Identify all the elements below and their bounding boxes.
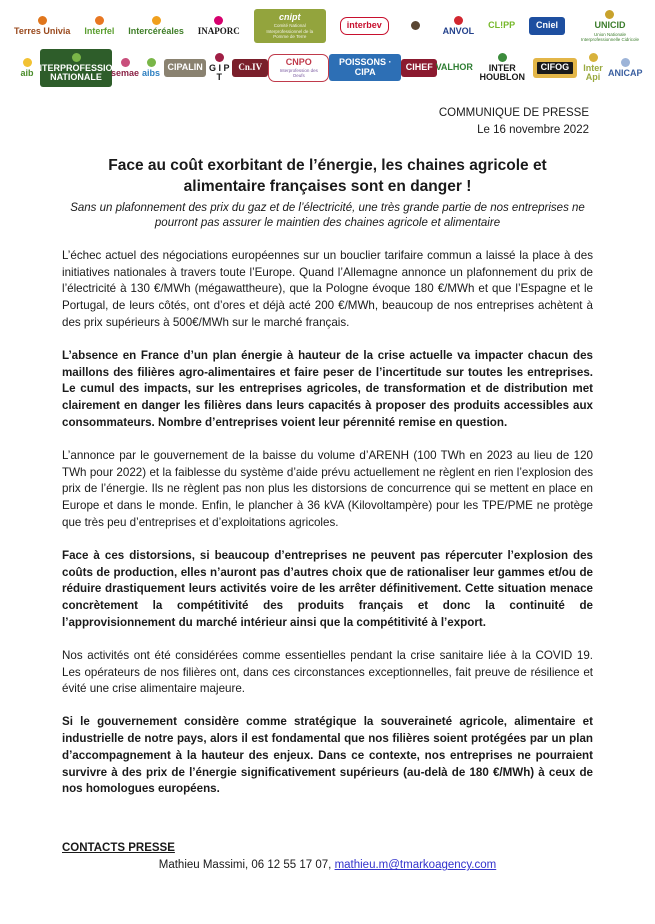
paragraph-4: Face à ces distorsions, si beaucoup d’entreprises ne peuvent pas répercuter l’explosion des coûts de production, elles n’auront pas d’autres choix que de rationaliser leur gammes et/ou de réduire drastiquement leurs activités voire de les arrêter définitivement. Cette situation menace concrètement la compétitivité des produits français et donc la continuité de l’approvisionnement du marché intérieur ainsi que la compétitivité à l’export. (62, 548, 593, 629)
paragraph-3: L’annonce par le gouvernement de la baisse du volume d’ARENH (100 TWh en 2023 au lieu de 120 TWh pour 2022) et la faiblesse du système d’aide prévu actuellement ne règlent en rien l’explosion des prix de l’énergie. Ils ne règlent pas non plus les distorsions de concurrence qui se mettent en place en Europe et dans le monde. Enfin, le plancher à 36 kVA (Kilovoltampère) pour les TPE/PME ne protège que très peu d’entreprises et d’exploitations agricoles. (62, 448, 593, 529)
inter-api-icon (589, 53, 598, 62)
anvol-icon (454, 16, 463, 25)
logo-cihef (401, 59, 437, 76)
valhor-label: VALHOR (435, 62, 473, 73)
contacts-section (0, 814, 655, 871)
logo-valhor (437, 63, 471, 72)
cniv-label: Cn.IV (238, 62, 263, 73)
logo-inter-houblon (471, 53, 533, 83)
intercereales-icon (152, 16, 161, 25)
unicid-icon (605, 10, 614, 19)
unicid-label: UNICID (594, 20, 626, 31)
intercereales-label: Intercéréales (128, 25, 184, 36)
logo-aibs (138, 58, 164, 78)
logo-clipp (488, 21, 515, 30)
paragraph-1: L’échec actuel des négociations européennes sur un bouclier tarifaire commun a laissé la place à des initiatives nationales à travers toute l’Europe. Quand l’Allemagne annonce un plafonnement du prix de l’électricité à 130 €/MWh (mégawattheure), que la Pologne évoque 180 €/MWh et que l’Espagne et le Portugal, de leurs côtés, ont d’ores et déjà acté 200 €/MWh, beaucoup de nos entreprises achètent à des prix supérieurs à 500€/MWh sur le marché français. (62, 248, 593, 330)
cniel-label: Cniel (536, 20, 559, 31)
contact-line (62, 859, 593, 871)
logo-terres-univia (14, 16, 70, 36)
aibs-label: aibs (141, 67, 160, 78)
logo-cnipt (254, 9, 326, 43)
cifog-label: CIFOG (537, 62, 574, 73)
logo-cniv (232, 59, 268, 76)
contacts-heading: CONTACTS PRESSE (62, 842, 175, 855)
body-content (0, 232, 655, 798)
logo-interfel (84, 16, 114, 36)
semae-label: semae (110, 67, 140, 78)
paragraph-2: L’absence en France d’un plan énergie à hauteur de la crise actuelle va impacter chacun des maillons des filières agro-alimentaires et faire peser de l’incertitude sur toutes les entreprises. Le cumul des impacts, sur les entreprises agricoles, de transformation et de distribution met clairement en danger les filières dans leurs capacités à proposer des produits accessibles aux consommateurs. Nombre d’entreprises voient leur pérennité remise en question. (62, 348, 593, 429)
cipa-poissons-label: POISSONS · CIPA (338, 57, 392, 77)
logo-semae (112, 58, 138, 78)
contact-name-phone: Mathieu Massimi, 06 12 55 17 07, (158, 859, 332, 872)
logo-cipa-poissons (329, 54, 401, 81)
inaporc-icon (214, 16, 223, 25)
logo-banner-row-2 (0, 45, 655, 89)
inaporc-label: INAPORC (197, 25, 240, 36)
logo-unicid (579, 10, 641, 42)
date: Le 16 novembre 2022 (477, 123, 589, 136)
logo-inaporc (198, 16, 240, 36)
contact-email-link[interactable]: mathieu.m@tmarkoagency.com (334, 859, 497, 872)
terres-univia-icon (38, 16, 47, 25)
aib-banane-label: aib (20, 67, 34, 78)
paragraph-5: Nos activités ont été considérées comme essentielles pendant la crise sanitaire liée à la COVID 19. Les opérateurs de nos filières ont, dans ces circonstances exceptionnelles, fait preuve de résilience et évité une crise alimentaire majeure. (62, 648, 593, 696)
logo-cipalin (164, 59, 206, 76)
page-title: Face au coût exorbitant de l’énergie, les chaines agricole et alimentaire françaises sont en danger ! (108, 156, 547, 195)
paragraph-6: Si le gouvernement considère comme stratégique la souveraineté agricole, alimentaire et industrielle de notre pays, alors il est fondamental que nos filières soient protégées par un plan d’accompagnement à la hauteur des enjeux. Dans ce contexte, nos entreprises ne pourraient survivre à des prix de l’énergie significativement supérieurs (au-delà de 180 €/MWh) à ceux de nos homologues européens. (62, 715, 593, 796)
logo-cnpo (268, 54, 329, 83)
inter-houblon-icon (498, 53, 507, 62)
interfel-icon (95, 16, 104, 25)
cihef-label: CIHEF (405, 62, 433, 73)
inter-api-label: Inter Api (583, 62, 603, 83)
aibs-icon (147, 58, 156, 67)
cipalin-label: CIPALIN (167, 62, 203, 73)
logo-banner-row-1 (0, 0, 655, 45)
interprofession-nationale-icon (72, 53, 81, 62)
petit-logo-icon (411, 21, 420, 30)
cnipt-subtext: Comité National Interprofessionnel de la Pomme de Terre (266, 23, 314, 39)
gipt-icon (215, 53, 224, 62)
logo-anicap (610, 58, 641, 78)
anicap-label: ANICAP (608, 67, 643, 78)
cnpo-label: CNPO (285, 56, 312, 67)
logo-anvol (443, 16, 475, 36)
page-subtitle: Sans un plafonnement des prix du gaz et de l’électricité, une très grande partie de nos entreprises ne pourront pas assurer le maintien des chaines agricole et alimentaire (70, 201, 585, 230)
unicid-subtext: Union Nationale Interprofessionnelle Cidricole (580, 31, 639, 42)
interprofession-nationale-label: INTERPROFESSION NATIONALE (33, 62, 120, 83)
anicap-icon (621, 58, 630, 67)
semae-icon (121, 58, 130, 67)
logo-inter-api (577, 53, 610, 83)
inter-houblon-label: INTER HOUBLON (479, 62, 526, 83)
aib-banane-icon (23, 58, 32, 67)
gipt-label: G I P T (208, 62, 230, 83)
interfel-label: Interfel (84, 25, 115, 36)
cnipt-label: cnipt (279, 12, 301, 22)
logo-interprofession-nationale (33, 49, 120, 87)
logo-cniel (529, 17, 565, 34)
logo-intercereales (128, 16, 184, 36)
terres-univia-label: Terres Univia (14, 25, 71, 36)
logo-petit-logo (403, 21, 429, 31)
interbev-label: interbev (346, 20, 382, 31)
logo-gipt (206, 53, 232, 83)
press-release-meta (0, 89, 655, 139)
kicker: COMMUNIQUE DE PRESSE (438, 106, 589, 119)
logo-interbev (340, 17, 389, 34)
cnpo-subtext: Interprofession des Oeufs (279, 67, 318, 79)
logo-cifog (533, 58, 576, 77)
clipp-label: CL!PP (488, 20, 516, 31)
anvol-label: ANVOL (442, 25, 475, 36)
